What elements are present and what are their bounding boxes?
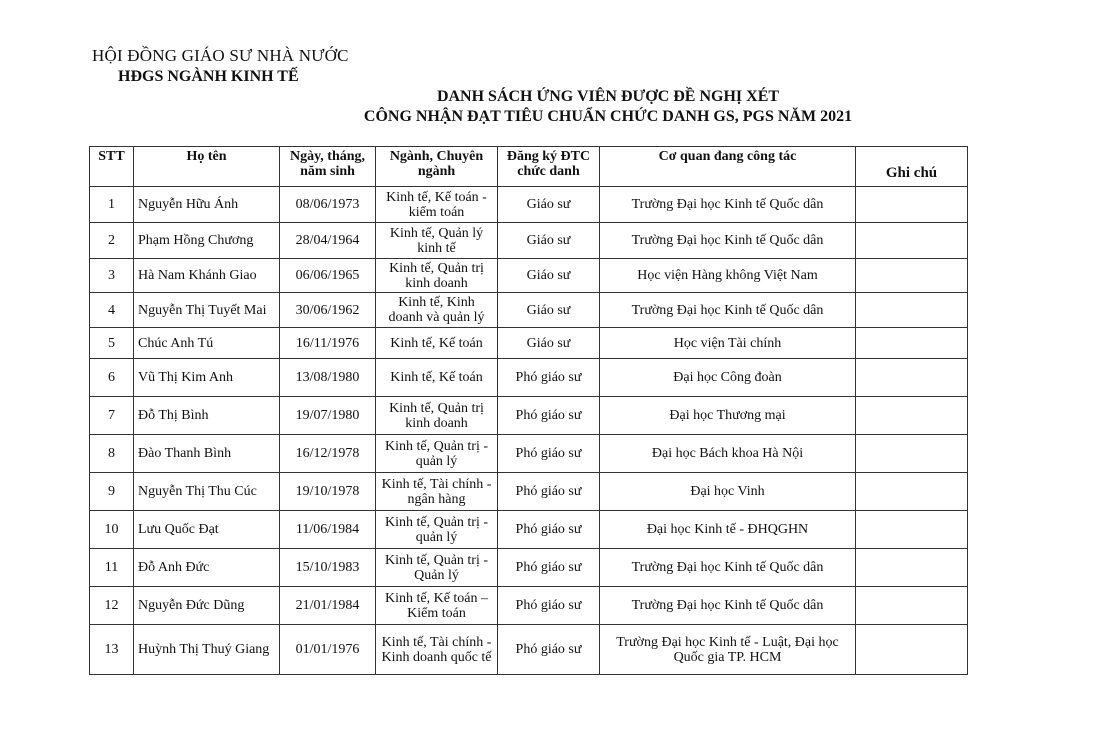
cell-field: Kinh tế, Kinh doanh và quản lý — [376, 293, 498, 328]
cell-title: Phó giáo sư — [498, 473, 600, 511]
candidate-table — [89, 146, 968, 675]
cell-name: Vũ Thị Kim Anh — [134, 359, 280, 397]
cell-organization: Học viện Hàng không Việt Nam — [600, 259, 856, 293]
cell-stt: 2 — [90, 223, 134, 259]
cell-dob: 13/08/1980 — [280, 359, 376, 397]
cell-stt: 1 — [90, 187, 134, 223]
cell-field: Kinh tế, Quản trị - quản lý — [376, 435, 498, 473]
table-row — [90, 473, 968, 511]
cell-stt: 11 — [90, 549, 134, 587]
cell-dob: 06/06/1965 — [280, 259, 376, 293]
cell-organization: Trường Đại học Kinh tế Quốc dân — [600, 223, 856, 259]
table-row — [90, 397, 968, 435]
cell-dob: 28/04/1964 — [280, 223, 376, 259]
cell-name: Đỗ Thị Bình — [134, 397, 280, 435]
cell-dob: 16/11/1976 — [280, 328, 376, 359]
col-header-field: Ngành, Chuyên ngành — [376, 147, 498, 187]
table-body — [90, 187, 968, 675]
table-row — [90, 187, 968, 223]
cell-note — [856, 223, 968, 259]
col-header-stt: STT — [90, 147, 134, 187]
cell-title: Phó giáo sư — [498, 511, 600, 549]
cell-field: Kinh tế, Quản lý kinh tế — [376, 223, 498, 259]
cell-field: Kinh tế, Quản trị - quản lý — [376, 511, 498, 549]
cell-name: Nguyễn Đức Dũng — [134, 587, 280, 625]
cell-note — [856, 473, 968, 511]
col-header-note: Ghi chú — [856, 147, 968, 187]
cell-name: Nguyễn Thị Tuyết Mai — [134, 293, 280, 328]
cell-note — [856, 293, 968, 328]
cell-organization: Trường Đại học Kinh tế Quốc dân — [600, 587, 856, 625]
cell-stt: 5 — [90, 328, 134, 359]
cell-stt: 7 — [90, 397, 134, 435]
cell-title: Phó giáo sư — [498, 625, 600, 675]
cell-organization: Đại học Thương mại — [600, 397, 856, 435]
cell-organization: Trường Đại học Kinh tế Quốc dân — [600, 549, 856, 587]
cell-note — [856, 625, 968, 675]
cell-note — [856, 359, 968, 397]
cell-organization: Trường Đại học Kinh tế Quốc dân — [600, 293, 856, 328]
cell-name: Hà Nam Khánh Giao — [134, 259, 280, 293]
cell-organization: Đại học Bách khoa Hà Nội — [600, 435, 856, 473]
cell-title: Giáo sư — [498, 293, 600, 328]
cell-name: Lưu Quốc Đạt — [134, 511, 280, 549]
cell-organization: Đại học Kinh tế - ĐHQGHN — [600, 511, 856, 549]
cell-field: Kinh tế, Tài chính - ngân hàng — [376, 473, 498, 511]
cell-organization: Trường Đại học Kinh tế Quốc dân — [600, 187, 856, 223]
table-row — [90, 328, 968, 359]
table-row — [90, 259, 968, 293]
cell-name: Chúc Anh Tú — [134, 328, 280, 359]
cell-dob: 21/01/1984 — [280, 587, 376, 625]
cell-field: Kinh tế, Kế toán — [376, 359, 498, 397]
col-header-name: Họ tên — [134, 147, 280, 187]
document-title-line2: CÔNG NHẬN ĐẠT TIÊU CHUẨN CHỨC DANH GS, PGS NĂM 2021 — [363, 108, 853, 125]
committee-name: HĐGS NGÀNH KINH TẾ — [118, 68, 299, 85]
cell-title: Phó giáo sư — [498, 549, 600, 587]
cell-field: Kinh tế, Quản trị kinh doanh — [376, 259, 498, 293]
cell-title: Giáo sư — [498, 259, 600, 293]
cell-note — [856, 259, 968, 293]
table-row — [90, 293, 968, 328]
table-row — [90, 587, 968, 625]
cell-title: Phó giáo sư — [498, 359, 600, 397]
table-row — [90, 549, 968, 587]
cell-field: Kinh tế, Kế toán – Kiểm toán — [376, 587, 498, 625]
cell-note — [856, 187, 968, 223]
table-row — [90, 625, 968, 675]
table-row — [90, 435, 968, 473]
document-title-line1: DANH SÁCH ỨNG VIÊN ĐƯỢC ĐỀ NGHỊ XÉT — [436, 88, 780, 105]
table-row — [90, 223, 968, 259]
cell-note — [856, 511, 968, 549]
cell-name: Nguyễn Thị Thu Cúc — [134, 473, 280, 511]
cell-stt: 12 — [90, 587, 134, 625]
cell-dob: 15/10/1983 — [280, 549, 376, 587]
table-row — [90, 511, 968, 549]
cell-stt: 3 — [90, 259, 134, 293]
cell-title: Giáo sư — [498, 187, 600, 223]
cell-name: Huỳnh Thị Thuý Giang — [134, 625, 280, 675]
cell-field: Kinh tế, Quản trị kinh doanh — [376, 397, 498, 435]
cell-organization: Đại học Công đoàn — [600, 359, 856, 397]
table-header-row — [90, 147, 968, 187]
cell-field: Kinh tế, Kế toán - kiểm toán — [376, 187, 498, 223]
cell-title: Giáo sư — [498, 328, 600, 359]
cell-organization: Trường Đại học Kinh tế - Luật, Đại học Quốc gia TP. HCM — [600, 625, 856, 675]
cell-dob: 19/10/1978 — [280, 473, 376, 511]
cell-stt: 6 — [90, 359, 134, 397]
cell-field: Kinh tế, Quản trị - Quản lý — [376, 549, 498, 587]
cell-field: Kinh tế, Kế toán — [376, 328, 498, 359]
cell-note — [856, 328, 968, 359]
cell-stt: 10 — [90, 511, 134, 549]
cell-note — [856, 397, 968, 435]
col-header-dob: Ngày, tháng, năm sinh — [280, 147, 376, 187]
cell-name: Đào Thanh Bình — [134, 435, 280, 473]
col-header-title: Đăng ký ĐTC chức danh — [498, 147, 600, 187]
cell-name: Nguyễn Hữu Ánh — [134, 187, 280, 223]
cell-name: Đỗ Anh Đức — [134, 549, 280, 587]
cell-name: Phạm Hồng Chương — [134, 223, 280, 259]
cell-dob: 16/12/1978 — [280, 435, 376, 473]
cell-organization: Học viện Tài chính — [600, 328, 856, 359]
council-name: HỘI ĐỒNG GIÁO SƯ NHÀ NƯỚC — [92, 46, 349, 65]
cell-field: Kinh tế, Tài chính - Kinh doanh quốc tế — [376, 625, 498, 675]
cell-note — [856, 549, 968, 587]
cell-stt: 13 — [90, 625, 134, 675]
cell-note — [856, 435, 968, 473]
cell-title: Giáo sư — [498, 223, 600, 259]
cell-dob: 01/01/1976 — [280, 625, 376, 675]
cell-dob: 08/06/1973 — [280, 187, 376, 223]
cell-organization: Đại học Vinh — [600, 473, 856, 511]
col-header-organization: Cơ quan đang công tác — [600, 147, 856, 187]
cell-dob: 19/07/1980 — [280, 397, 376, 435]
table-row — [90, 359, 968, 397]
cell-note — [856, 587, 968, 625]
cell-dob: 30/06/1962 — [280, 293, 376, 328]
cell-title: Phó giáo sư — [498, 397, 600, 435]
cell-dob: 11/06/1984 — [280, 511, 376, 549]
cell-stt: 4 — [90, 293, 134, 328]
cell-title: Phó giáo sư — [498, 435, 600, 473]
cell-stt: 9 — [90, 473, 134, 511]
cell-stt: 8 — [90, 435, 134, 473]
cell-title: Phó giáo sư — [498, 587, 600, 625]
